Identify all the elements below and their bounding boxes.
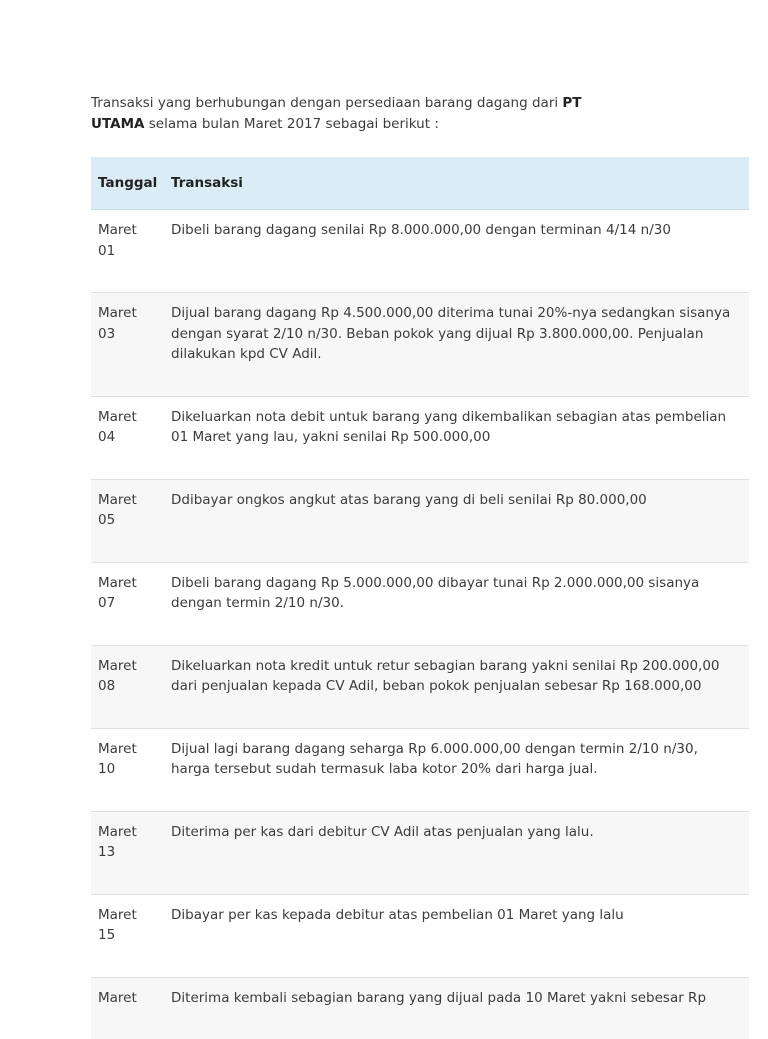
intro-text-before: Transaksi yang berhubungan dengan persediaan barang dagang dari	[91, 95, 562, 111]
company-name-part1: PT	[562, 95, 581, 111]
company-name-part2: UTAMA	[91, 116, 144, 132]
transaction-day: 04	[98, 429, 115, 445]
table-row	[91, 894, 749, 977]
table-row	[91, 396, 749, 479]
transaction-day: 08	[98, 678, 115, 694]
table-row	[91, 293, 749, 397]
transaction-day: 03	[98, 326, 115, 342]
column-header-transaction: Transaksi	[164, 157, 749, 210]
table-header-row	[91, 157, 749, 210]
transaction-day: 07	[98, 595, 115, 611]
transaction-description: Diterima per kas dari debitur CV Adil atas penjualan yang lalu.	[164, 811, 749, 894]
table-row	[91, 811, 749, 894]
transaction-date-cell	[91, 728, 164, 811]
table-row	[91, 479, 749, 562]
transaction-month: Maret	[98, 222, 137, 238]
table-row	[91, 210, 749, 293]
transaction-month: Maret	[98, 658, 137, 674]
table-row	[91, 645, 749, 728]
transaction-day: 13	[98, 844, 115, 860]
transaction-description: Dibayar per kas kepada debitur atas pembelian 01 Maret yang lalu	[164, 894, 749, 977]
transactions-table	[91, 157, 749, 1039]
transaction-date-cell	[91, 293, 164, 397]
transaction-month: Maret	[98, 305, 137, 321]
transaction-month: Maret	[98, 492, 137, 508]
transaction-month: Maret	[98, 409, 137, 425]
transaction-date-cell	[91, 396, 164, 479]
transaction-month: Maret	[98, 990, 137, 1006]
intro-paragraph	[91, 93, 611, 135]
transaction-date-cell	[91, 977, 164, 1039]
transaction-date-cell	[91, 210, 164, 293]
table-header	[91, 157, 749, 210]
transaction-day: 05	[98, 512, 115, 528]
transaction-month: Maret	[98, 741, 137, 757]
intro-text-after: selama bulan Maret 2017 sebagai berikut :	[144, 116, 438, 132]
transaction-date-cell	[91, 562, 164, 645]
transaction-date-cell	[91, 645, 164, 728]
table-body	[91, 210, 749, 1039]
transaction-day: 15	[98, 927, 115, 943]
transaction-description: Dibeli barang dagang senilai Rp 8.000.000,00 dengan terminan 4/14 n/30	[164, 210, 749, 293]
transactions-table-container	[91, 157, 749, 925]
transaction-month: Maret	[98, 575, 137, 591]
table-row	[91, 562, 749, 645]
table-row	[91, 977, 749, 1039]
transaction-day: 01	[98, 243, 115, 259]
transaction-description: Dijual barang dagang Rp 4.500.000,00 diterima tunai 20%-nya sedangkan sisanya dengan syarat 2/10 n/30. Beban pokok yang dijual Rp 3.800.000,00. Penjualan dilakukan kpd CV Adil.	[164, 293, 749, 397]
transaction-description: Ddibayar ongkos angkut atas barang yang di beli senilai Rp 80.000,00	[164, 479, 749, 562]
transaction-date-cell	[91, 811, 164, 894]
transaction-month: Maret	[98, 824, 137, 840]
transaction-description: Diterima kembali sebagian barang yang dijual pada 10 Maret yakni sebesar Rp	[164, 977, 749, 1039]
table-row	[91, 728, 749, 811]
transaction-month: Maret	[98, 907, 137, 923]
transaction-date-cell	[91, 894, 164, 977]
transaction-description: Dikeluarkan nota debit untuk barang yang dikembalikan sebagian atas pembelian 01 Maret yang lau, yakni senilai Rp 500.000,00	[164, 396, 749, 479]
transaction-day: 10	[98, 761, 115, 777]
transaction-description: Dijual lagi barang dagang seharga Rp 6.000.000,00 dengan termin 2/10 n/30, harga tersebut sudah termasuk laba kotor 20% dari harga jual.	[164, 728, 749, 811]
column-header-date: Tanggal	[91, 157, 164, 210]
transaction-description: Dibeli barang dagang Rp 5.000.000,00 dibayar tunai Rp 2.000.000,00 sisanya dengan termin 2/10 n/30.	[164, 562, 749, 645]
transaction-date-cell	[91, 479, 164, 562]
transaction-description: Dikeluarkan nota kredit untuk retur sebagian barang yakni senilai Rp 200.000,00 dari penjualan kepada CV Adil, beban pokok penjualan sebesar Rp 168.000,00	[164, 645, 749, 728]
